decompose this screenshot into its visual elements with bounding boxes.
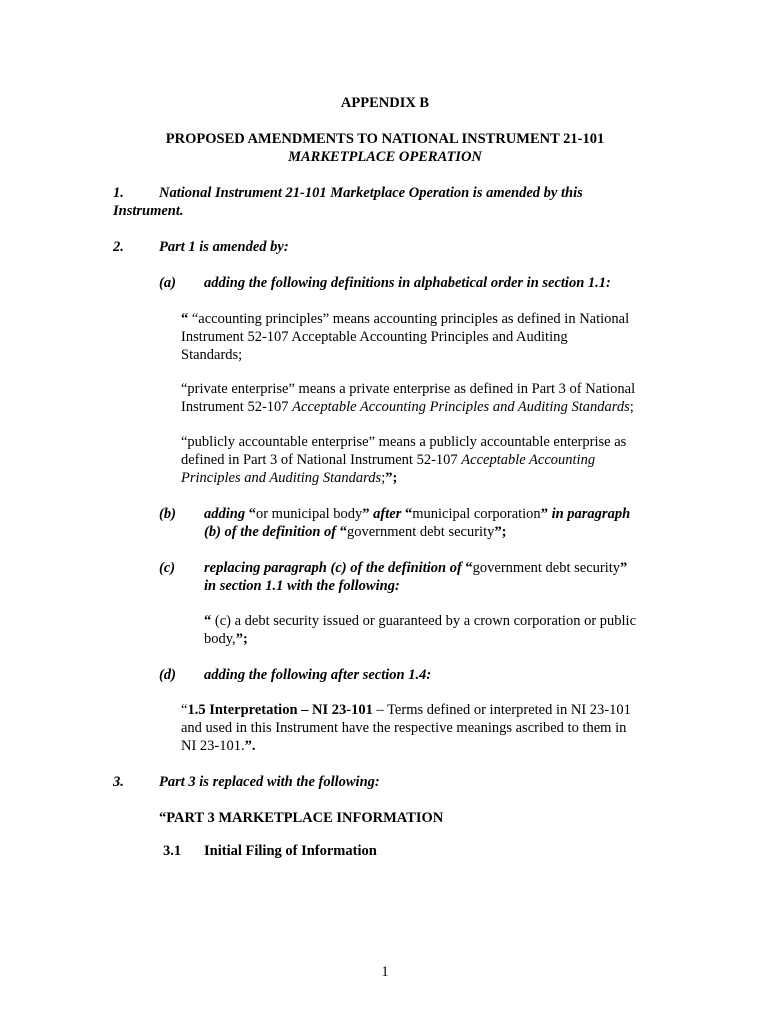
subitem-b-text-cont	[204, 523, 506, 542]
replacement-paragraph-cont	[204, 630, 248, 649]
definition-italic-text: Principles and Auditing Standards	[181, 470, 382, 486]
quoted-term: municipal corporation	[412, 506, 541, 522]
subitem-d-text: adding the following after section 1.4:	[204, 667, 432, 683]
interpretation-text: and used in this Instrument have the respective meanings ascribed to them in	[181, 720, 627, 736]
quote-mark: ”	[362, 506, 370, 522]
quote-mark: ”	[620, 560, 628, 576]
quote-mark: ”;	[235, 631, 248, 647]
instruction-text: (b) of the definition of	[204, 524, 340, 540]
subitem-b-text	[204, 505, 630, 524]
definition-text: Instrument 52-107	[181, 399, 293, 415]
quote-mark: ”;	[494, 524, 507, 540]
subitem-c-text	[204, 559, 627, 578]
quote-mark: “	[339, 524, 347, 540]
quoted-term: government debt security	[472, 560, 621, 576]
item-1-text: National Instrument 21-101 Marketplace Operation is amended by this	[159, 185, 583, 201]
definition-close-quote: ”;	[385, 470, 398, 486]
definition-line: Standards;	[181, 347, 243, 363]
definition-text: “accounting principles” means accounting principles as defined in National	[191, 311, 630, 327]
item-3-text: Part 3 is replaced with the following:	[159, 774, 380, 790]
section-heading-inline: 1.5 Interpretation – NI 23-101	[187, 702, 373, 718]
quote-mark: “	[248, 506, 256, 522]
definition-line	[181, 398, 634, 417]
definition-publicly-accountable-enterprise: “publicly accountable enterprise” means a publicly accountable enterprise as	[181, 434, 627, 450]
quote-mark: “	[204, 613, 212, 629]
document-subtitle: MARKETPLACE OPERATION	[288, 149, 482, 165]
interpretation-text: – Terms defined or interpreted in NI 23-101	[372, 702, 631, 718]
instruction-text: replacing paragraph (c) of the definition of	[204, 560, 466, 576]
definition-line: Instrument 52-107 Acceptable Accounting Principles and Auditing	[181, 329, 568, 345]
item-2-number: 2.	[113, 239, 124, 255]
definition-text: ;	[381, 470, 386, 486]
quote-mark: “	[404, 506, 413, 522]
definition-private-enterprise: “private enterprise” means a private enterprise as defined in Part 3 of National	[181, 381, 636, 397]
definition-line	[181, 451, 595, 470]
replacement-text: body,	[204, 631, 236, 647]
item-3-number: 3.	[113, 774, 124, 790]
instruction-text: after	[369, 506, 405, 522]
item-2-text: Part 1 is amended by:	[159, 239, 289, 255]
item-1-number: 1.	[113, 185, 124, 201]
subitem-a-text: adding the following definitions in alphabetical order in section 1.1:	[204, 275, 611, 291]
definition-italic-text: Acceptable Accounting Principles and Auditing Standards	[292, 399, 630, 415]
definition-text: ;	[629, 399, 634, 415]
definition-accounting-principles	[181, 310, 629, 329]
subitem-a-label: (a)	[159, 275, 176, 291]
quoted-term: government debt security	[346, 524, 495, 540]
subitem-d-label: (d)	[159, 667, 176, 683]
page-number: 1	[381, 964, 389, 980]
definition-open-quote: “	[181, 311, 192, 327]
quoted-term: or municipal body	[255, 506, 363, 522]
section-title: Initial Filing of Information	[204, 843, 377, 859]
quote-mark: ”	[540, 506, 548, 522]
subitem-c-label: (c)	[159, 560, 176, 576]
interpretation-text: NI 23-101.	[181, 738, 245, 754]
definition-text: defined in Part 3 of National Instrument 52-107	[181, 452, 462, 468]
subitem-c-text-cont: in section 1.1 with the following:	[204, 578, 400, 594]
instruction-text: in paragraph	[547, 506, 631, 522]
instruction-text: adding	[204, 506, 249, 522]
definition-italic-text: Acceptable Accounting	[461, 452, 596, 468]
replacement-text: (c) a debt security issued or guaranteed by a crown corporation or public	[211, 613, 637, 629]
interpretation-text-end	[181, 737, 256, 756]
definition-line	[181, 469, 397, 488]
item-1-text-cont: Instrument.	[113, 203, 184, 219]
interpretation-paragraph	[181, 701, 631, 720]
quote-mark: ”.	[244, 738, 256, 754]
appendix-heading: APPENDIX B	[340, 95, 430, 111]
replacement-paragraph	[204, 612, 636, 631]
subitem-b-label: (b)	[159, 506, 176, 522]
document-title: PROPOSED AMENDMENTS TO NATIONAL INSTRUMENT 21-101	[165, 131, 605, 147]
part-heading: “PART 3 MARKETPLACE INFORMATION	[159, 810, 444, 826]
quote-mark: “	[465, 560, 473, 576]
section-number: 3.1	[163, 843, 182, 859]
quote-mark: “	[181, 702, 188, 718]
